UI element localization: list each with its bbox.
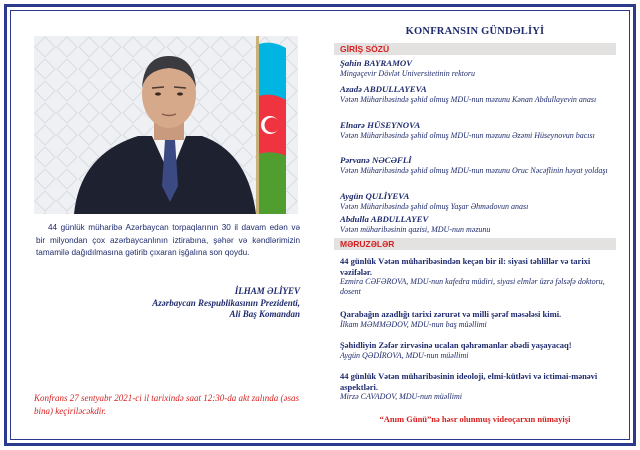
quote-text: 44 günlük müharibə Azərbaycan torpaqlarının 30 il davam edən və bir milyondan çox azərbaycanlının iztirabına, şəhər və kəndlərimizin tamamilə dağıdılmasına gətirib çıxaran işğalına son qoydu. [36, 223, 300, 257]
intro-section-heading: GİRİŞ SÖZÜ [334, 43, 616, 55]
speaker-role: Vətən Müharibəsində şəhid olmuş MDU-nun məzunu Oruc Nəcəflinin həyat yoldaşı [340, 165, 608, 175]
speaker-name: Azadə ABDULLAYEVA [340, 84, 427, 94]
agenda-title: KONFRANSIN GÜNDƏLİYİ [405, 26, 545, 37]
report-item [340, 340, 615, 361]
speaker-item [340, 58, 615, 79]
report-title: Şəhidliyin Zəfər zirvəsinə ucalan qəhrəmanlar əbədi yaşayacaq! [340, 340, 572, 350]
report-item [340, 309, 615, 330]
speaker-item [340, 120, 615, 141]
speaker-role: Vətən Müharibəsində şəhid olmuş Yaşar Əhmədovun anası [340, 201, 529, 211]
speaker-item [340, 214, 615, 235]
president-portrait [34, 36, 298, 214]
speaker-role: Vətən Müharibəsində şəhid olmuş MDU-nun məzunu Əzəmi Hüseynovun bacısı [340, 130, 595, 140]
speaker-name: Şahin BAYRAMOV [340, 58, 413, 68]
report-author: Aygün QƏDİROVA, MDU-nun müəllimi [340, 350, 469, 360]
report-author: Mirzə CAVADOV, MDU-nun müəllimi [340, 392, 462, 401]
report-item [340, 371, 615, 402]
speaker-item [340, 155, 615, 176]
speaker-item [340, 191, 615, 212]
speaker-name: Aygün QULİYEVA [340, 191, 410, 201]
report-item [340, 256, 615, 297]
video-note: “Anım Günü”nə həsr olunmuş videoçarxın nümayişi [379, 414, 571, 424]
report-title: 44 günlük Vətən müharibəsinin ideoloji, elmi-kütləvi və ictimai-mənəvi aspektləri. [340, 371, 598, 392]
signature-block [152, 286, 300, 321]
signature-title-1: Azərbaycan Respublikasının Prezidenti, [152, 297, 300, 308]
conference-note: Konfrans 27 sentyabr 2021-ci il tarixində saat 12:30-da akt zalında (əsas bina) keçiriləcəkdir. [34, 393, 299, 416]
report-title: 44 günlük Vətən müharibəsindən keçən bir il: siyasi təhlillər və tarixi vəzifələr. [340, 256, 591, 277]
signature-name: İLHAM ƏLİYEV [234, 286, 300, 296]
report-author: Ezmira CƏFƏROVA, MDU-nun kafedra müdiri, siyasi elmlər üzrə fəlsəfə doktoru, dosent [340, 277, 605, 296]
speaker-role: Vətən Müharibəsində şəhid olmuş MDU-nun məzunu Kənan Abdullayevin anası [340, 94, 597, 104]
signature-title-2: Ali Baş Komandan [229, 309, 300, 319]
reports-section-heading: MƏRUZƏLƏR [334, 238, 616, 250]
speaker-role: Vətən müharibəsinin qazisi, MDU-nun məzunu [340, 224, 491, 234]
report-author: İlkam MƏMMƏDOV, MDU-nun baş müəllimi [340, 319, 487, 329]
speaker-role: Mingəçevir Dövlət Universitetinin rektoru [340, 68, 475, 78]
report-title: Qarabağın azadlığı tarixi zərurət və milli şərəf məsələsi kimi. [340, 309, 562, 319]
speaker-name: Pərvanə NƏCƏFLİ [340, 155, 412, 165]
speaker-item [340, 84, 615, 105]
speaker-name: Abdulla ABDULLAYEV [340, 214, 429, 224]
speaker-name: Elnarə HÜSEYNOVA [340, 120, 421, 130]
